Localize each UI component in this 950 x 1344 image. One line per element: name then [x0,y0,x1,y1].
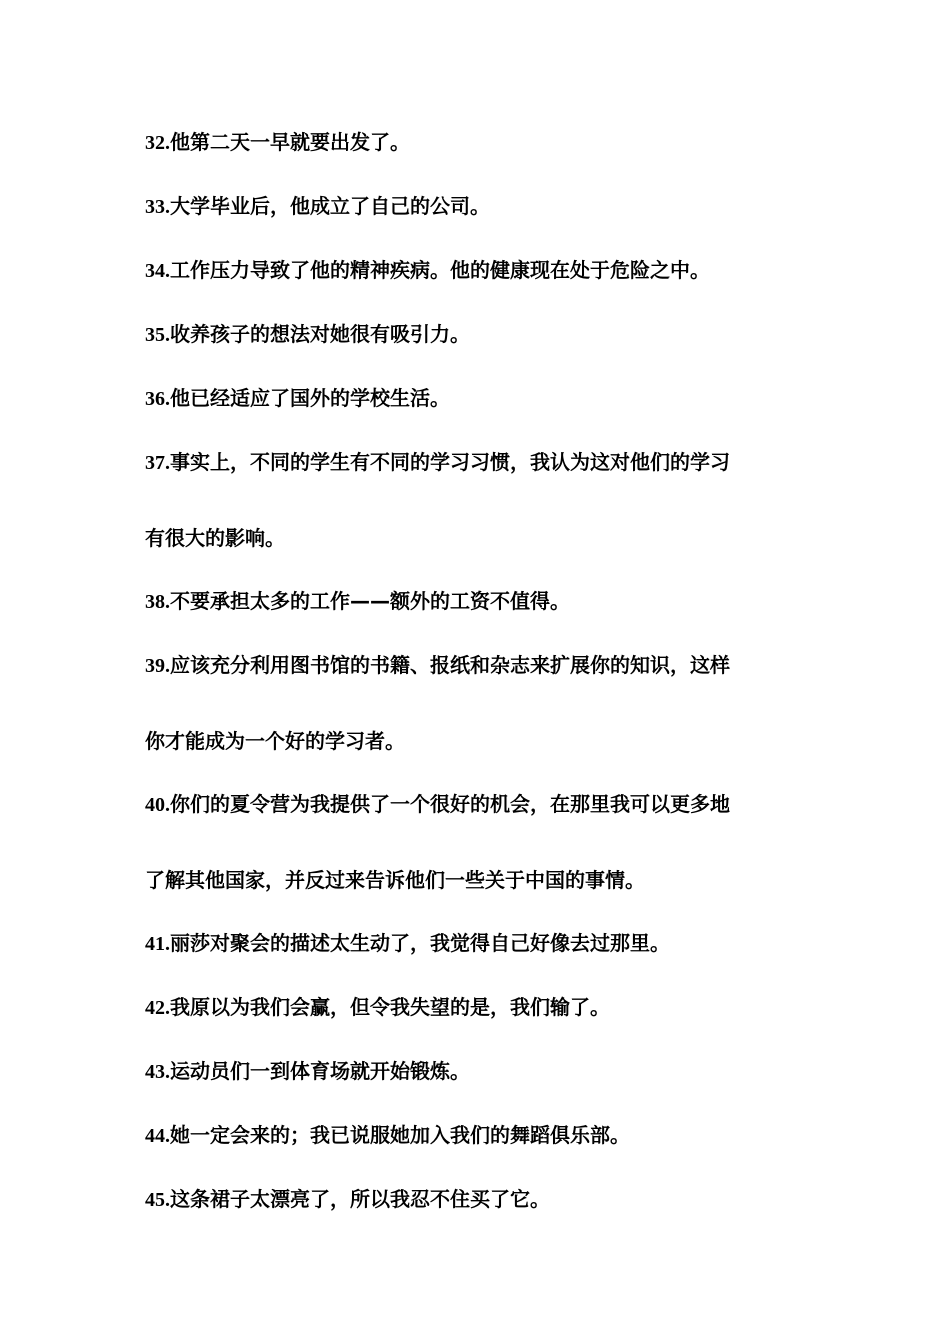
sentence-text: 他第二天一早就要出发了。 [170,130,410,154]
sentence-text: 大学毕业后，他成立了自己的公司。 [170,194,490,218]
sentence-text: 不要承担太多的工作——额外的工资不值得。 [170,589,570,613]
sentence-line [145,324,815,345]
sentence-number: 42. [145,997,170,1019]
sentence-line [145,1125,815,1146]
sentence-text: 他已经适应了国外的学校生活。 [170,386,450,410]
sentence-number: 40. [145,794,170,816]
sentence-number: 43. [145,1061,170,1083]
sentence-line [145,997,815,1018]
sentence-text-continued: 了解其他国家，并反过来告诉他们一些关于中国的事情。 [145,868,645,892]
sentence-item-33 [145,196,815,217]
sentence-item-39 [145,655,815,751]
sentence-text-continued: 有很大的影响。 [145,526,285,550]
sentence-text: 事实上，不同的学生有不同的学习习惯，我认为这对他们的学习 [170,450,730,474]
sentence-line [145,132,815,153]
sentence-number: 37. [145,452,170,474]
sentence-line [145,1061,815,1082]
sentence-number: 34. [145,260,170,282]
sentence-line [145,196,815,217]
sentence-item-42 [145,997,815,1018]
sentence-text: 你们的夏令营为我提供了一个很好的机会，在那里我可以更多地 [170,792,730,816]
sentence-number: 33. [145,196,170,218]
sentence-item-41 [145,933,815,954]
sentence-line [145,452,815,473]
sentence-number: 32. [145,132,170,154]
sentence-text: 工作压力导致了他的精神疾病。他的健康现在处于危险之中。 [170,258,710,282]
sentence-line [145,591,815,612]
sentence-number: 39. [145,655,170,677]
sentence-line [145,794,815,815]
sentence-line [145,388,815,409]
sentence-text: 丽莎对聚会的描述太生动了，我觉得自己好像去过那里。 [170,931,670,955]
sentence-number: 45. [145,1189,170,1211]
sentence-number: 41. [145,933,170,955]
sentence-item-38 [145,591,815,612]
sentence-number: 36. [145,388,170,410]
sentence-item-36 [145,388,815,409]
sentence-item-34 [145,260,815,281]
sentence-item-35 [145,324,815,345]
sentence-line [145,1189,815,1210]
sentence-text: 这条裙子太漂亮了，所以我忍不住买了它。 [170,1187,550,1211]
sentence-item-37 [145,452,815,548]
sentence-text-continued: 你才能成为一个好的学习者。 [145,729,405,753]
sentence-text: 她一定会来的；我已说服她加入我们的舞蹈俱乐部。 [170,1123,630,1147]
sentence-text: 我原以为我们会赢，但令我失望的是，我们输了。 [170,995,610,1019]
sentence-number: 44. [145,1125,170,1147]
sentence-text: 收养孩子的想法对她很有吸引力。 [170,322,470,346]
sentence-list [145,132,815,1253]
sentence-text: 运动员们一到体育场就开始锻炼。 [170,1059,470,1083]
sentence-item-43 [145,1061,815,1082]
sentence-number: 38. [145,591,170,613]
sentence-item-45 [145,1189,815,1210]
sentence-line [145,933,815,954]
sentence-line [145,260,815,281]
sentence-item-32 [145,132,815,153]
sentence-line [145,655,815,676]
sentence-item-44 [145,1125,815,1146]
sentence-text: 应该充分利用图书馆的书籍、报纸和杂志来扩展你的知识，这样 [170,653,730,677]
sentence-number: 35. [145,324,170,346]
sentence-item-40 [145,794,815,890]
